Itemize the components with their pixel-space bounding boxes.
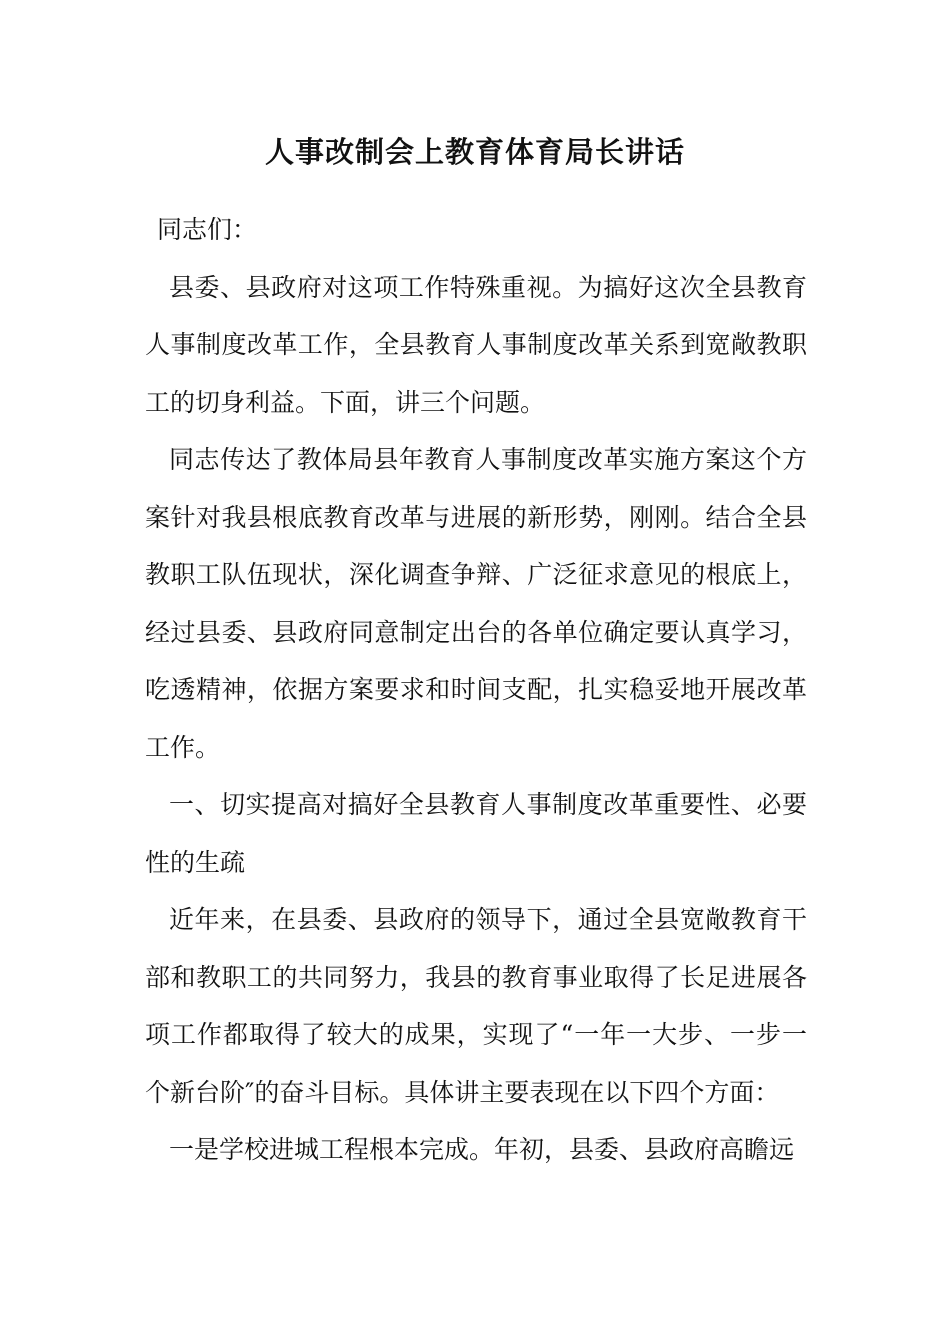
salutation: 同志们：	[157, 215, 258, 244]
paragraph-intro: 县委、县政府对这项工作特殊重视。为搞好这次全县教育人事制度改革工作，全县教育人事制度改革关系到宽敞教职工的切身利益。下面，讲三个问题。	[145, 272, 807, 417]
document-body	[145, 201, 807, 1179]
paragraph-achievements: 近年来，在县委、县政府的领导下，通过全县宽敞教育干部和教职工的共同努力，我县的教育事业取得了长足进展各项工作都取得了较大的成果，实现了“一年一大步、一步一个新台阶″的奋斗目标。具体讲主要表现在以下四个方面：	[145, 905, 807, 1107]
document-title: 人事改制会上教育体育局长讲话	[264, 135, 685, 169]
paragraph-plan: 同志传达了教体局县年教育人事制度改革实施方案这个方案针对我县根底教育改革与进展的新形势，刚刚。结合全县教职工队伍现状，深化调查争辩、广泛征求意见的根底上，经过县委、县政府同意制定出台的各单位确定要认真学习，吃透精神，依据方案要求和时间支配，扎实稳妥地开展改革工作。	[145, 445, 807, 762]
section-heading-one: 一、切实提高对搞好全县教育人事制度改革重要性、必要性的生疏	[145, 790, 807, 877]
paragraph-first-point: 一是学校进城工程根本完成。年初，县委、县政府高瞻远	[169, 1135, 795, 1164]
